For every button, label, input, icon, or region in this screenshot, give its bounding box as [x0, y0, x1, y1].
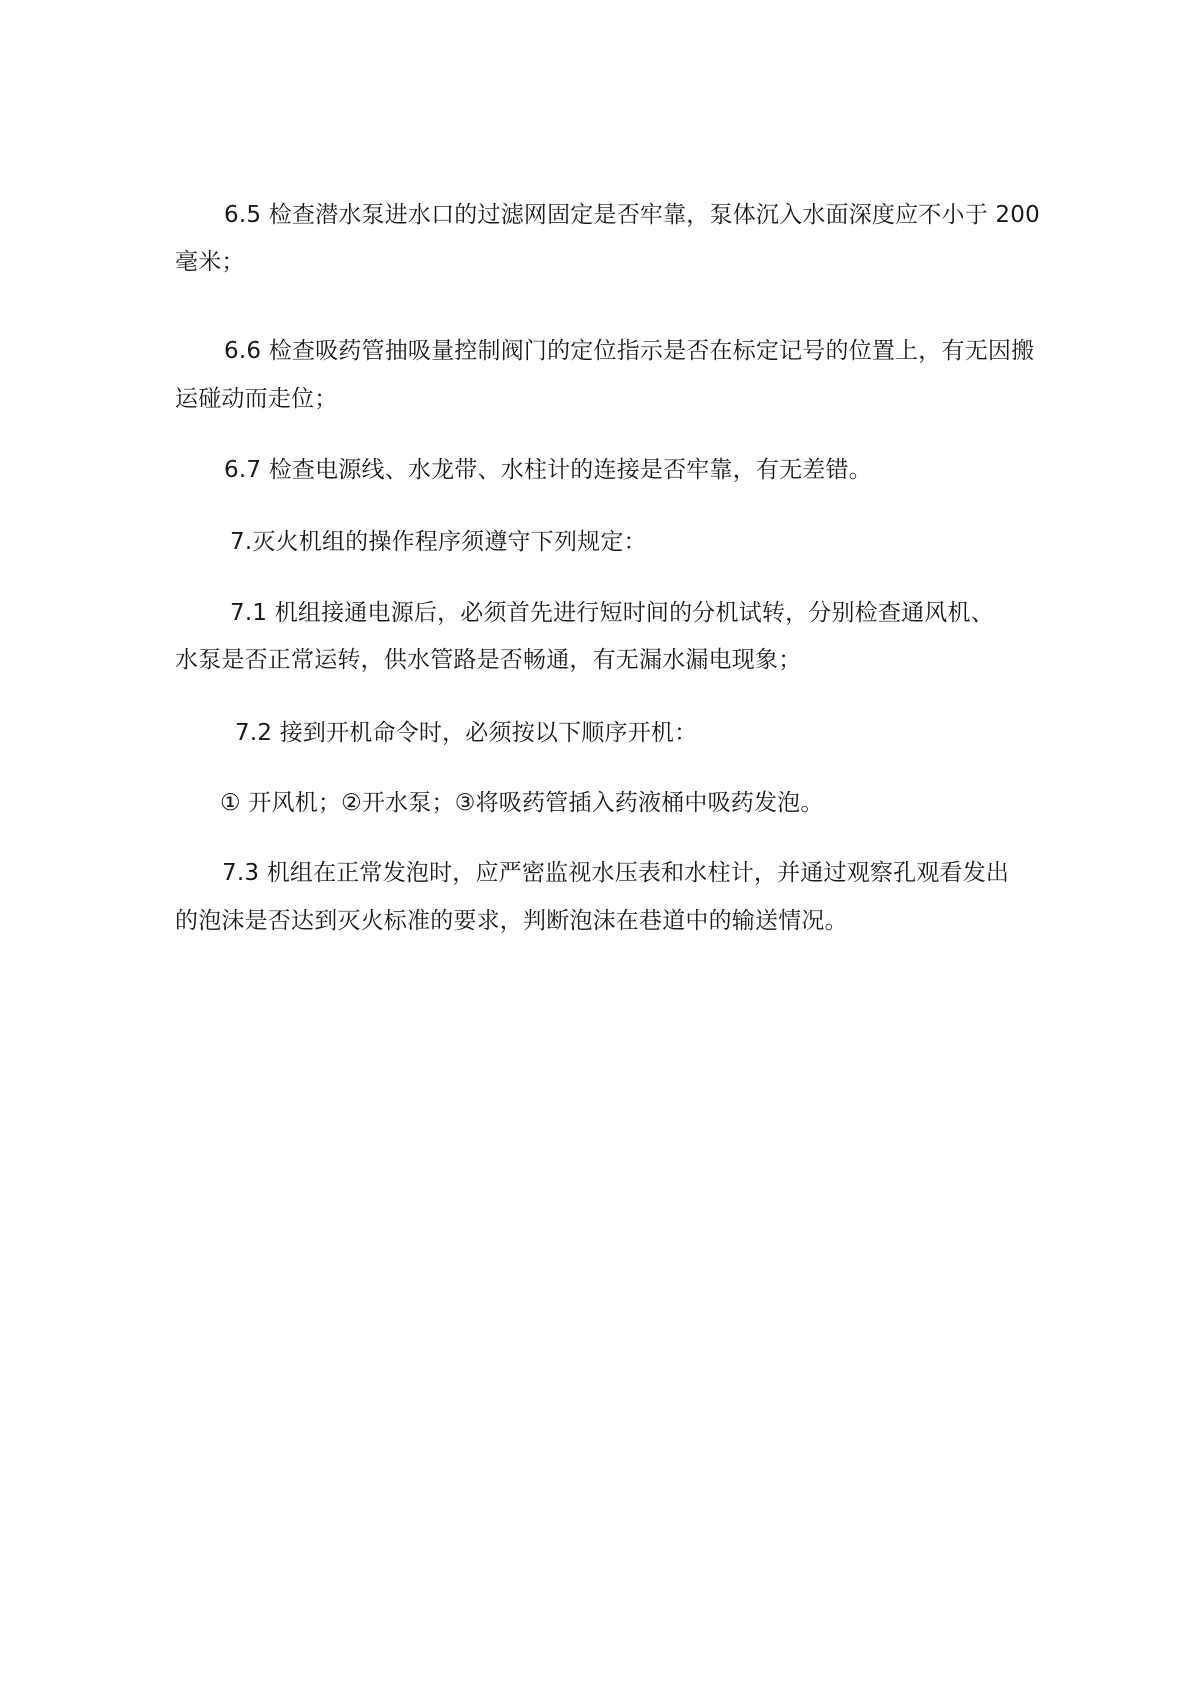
paragraph-6-6-line-1: 6.6 检查吸药管抽吸量控制阀门的定位指示是否在标定记号的位置上，有无因搬 — [224, 338, 1035, 364]
paragraph-6-7-line-1: 6.7 检查电源线、水龙带、水柱计的连接是否牢靠，有无差错。 — [224, 457, 872, 483]
paragraph-7-3-line-1: 7.3 机组在正常发泡时，应严密监视水压表和水柱计，并通过观察孔观看发出 — [222, 860, 1010, 886]
paragraph-7-heading: 7.灭火机组的操作程序须遵守下列规定： — [230, 529, 647, 555]
paragraph-6-5-line-2: 毫米； — [175, 249, 245, 275]
paragraph-6-6-line-2: 运碰动而走位； — [175, 386, 338, 412]
paragraph-7-1-line-1: 7.1 机组接通电源后，必须首先进行短时间的分机试转，分别检查通风机、 — [230, 600, 994, 626]
paragraph-7-2-line-1: 7.2 接到开机命令时，必须按以下顺序开机： — [235, 720, 698, 746]
paragraph-7-1-line-2: 水泵是否正常运转，供水管路是否畅通，有无漏水漏电现象； — [175, 647, 802, 673]
paragraph-6-5-line-1: 6.5 检查潜水泵进水口的过滤网固定是否牢靠，泵体沉入水面深度应不小于 200 — [224, 202, 1040, 228]
paragraph-7-3-line-2: 的泡沫是否达到灭火标准的要求，判断泡沫在巷道中的输送情况。 — [175, 908, 848, 934]
paragraph-7-2-steps: ① 开风机；②开水泵；③将吸药管插入药液桶中吸药发泡。 — [220, 790, 824, 816]
